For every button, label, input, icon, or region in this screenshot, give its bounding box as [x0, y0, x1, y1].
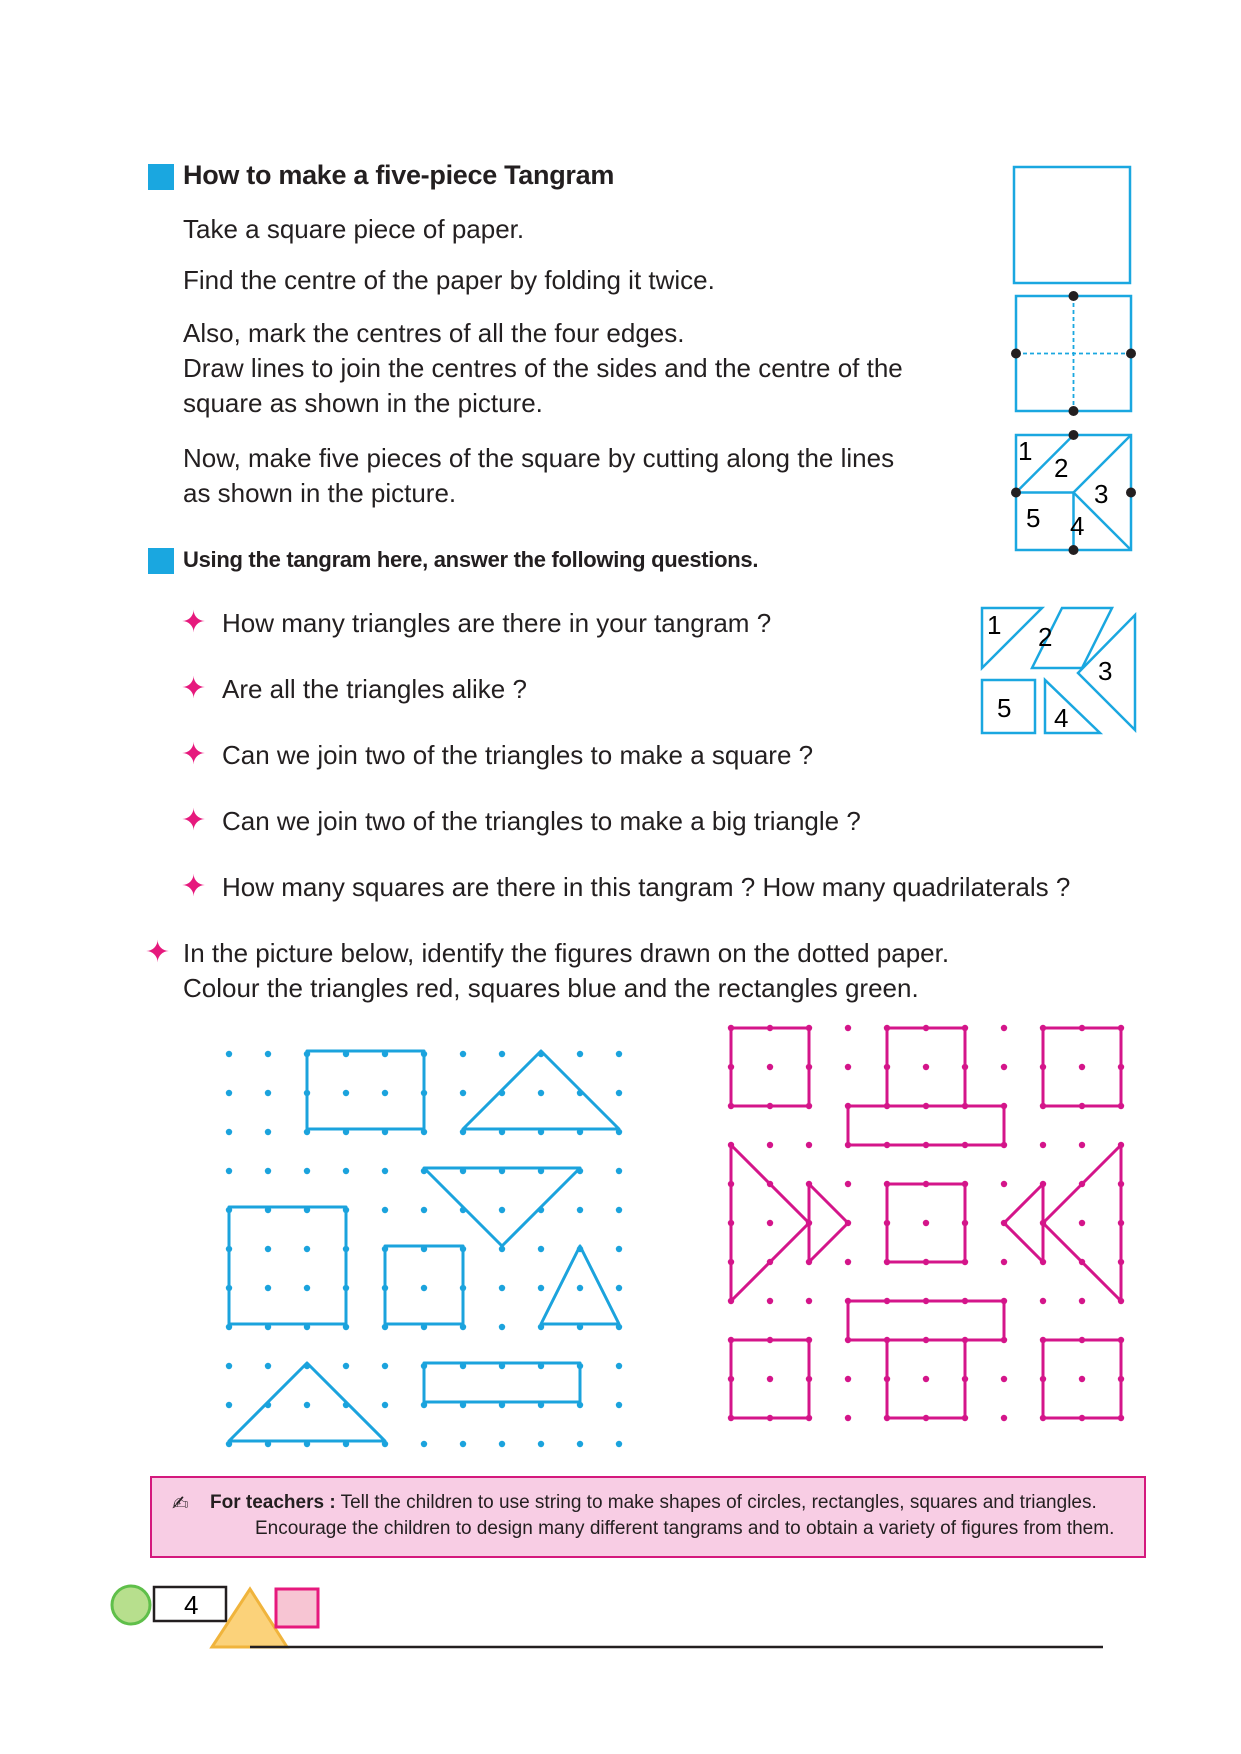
grid-dot — [577, 1051, 583, 1057]
grid-dot — [1079, 1142, 1085, 1148]
question-5: How many squares are there in this tangram ? How many quadrilaterals ? — [222, 872, 1071, 902]
grid-dot — [382, 1168, 388, 1174]
teacher-note-box — [150, 1476, 1146, 1558]
grid-dot — [845, 1376, 851, 1382]
pencil-hand-icon: ✍ — [172, 1493, 189, 1515]
grid-dot — [382, 1090, 388, 1096]
cut-tangram-square — [1011, 430, 1136, 555]
triangle-shape — [1004, 1184, 1043, 1262]
grid-dot — [265, 1363, 271, 1369]
blue-dotted-paper-figure — [200, 1025, 640, 1465]
grid-dot — [304, 1285, 310, 1291]
grid-dot — [616, 1246, 622, 1252]
grid-dot — [923, 1064, 929, 1070]
rectangle-shape — [307, 1051, 424, 1129]
rectangle-shape — [848, 1301, 1004, 1340]
section-heading-tangram: How to make a five-piece Tangram — [183, 160, 615, 190]
grid-dot — [538, 1441, 544, 1447]
grid-dot — [767, 1220, 773, 1226]
grid-dot — [499, 1285, 505, 1291]
grid-dot — [382, 1207, 388, 1213]
step-4a: Now, make five pieces of the square by cutting along the lines — [183, 443, 895, 473]
grid-dot — [577, 1207, 583, 1213]
grid-dot — [845, 1259, 851, 1265]
grid-dot — [343, 1090, 349, 1096]
grid-dot — [265, 1285, 271, 1291]
grid-dot — [1079, 1220, 1085, 1226]
grid-dot — [226, 1363, 232, 1369]
grid-dot — [460, 1441, 466, 1447]
tangram-number-2: 2 — [1054, 453, 1069, 483]
step-1: Take a square piece of paper. — [183, 214, 525, 244]
grid-dot — [616, 1363, 622, 1369]
grid-dot — [499, 1324, 505, 1330]
grid-dot — [265, 1129, 271, 1135]
piece-number-2: 2 — [1038, 622, 1053, 652]
tangram-pieces-diagram — [970, 600, 1145, 745]
grid-dot — [923, 1220, 929, 1226]
grid-dot — [265, 1246, 271, 1252]
tangram-number-5: 5 — [1026, 503, 1041, 533]
star-bullet-icon: ✦ — [181, 870, 207, 903]
folded-square — [1011, 291, 1136, 416]
grid-dot — [1001, 1181, 1007, 1187]
star-bullet-icon: ✦ — [181, 672, 207, 705]
page-number: 4 — [184, 1590, 199, 1620]
tangram-number-1: 1 — [1018, 436, 1033, 466]
step-4b: as shown in the picture. — [183, 478, 457, 508]
grid-dot — [806, 1298, 812, 1304]
footer-decoration — [105, 1575, 1105, 1655]
grid-dot — [499, 1207, 505, 1213]
triangle-shape — [809, 1184, 848, 1262]
grid-dot — [421, 1207, 427, 1213]
magenta-dotted-paper-figure — [720, 1017, 1140, 1437]
grid-dot — [499, 1051, 505, 1057]
step-3a: Also, mark the centres of all the four edges. — [183, 318, 685, 348]
grid-dot — [343, 1363, 349, 1369]
grid-dot — [1001, 1025, 1007, 1031]
grid-dot — [616, 1051, 622, 1057]
grid-dot — [226, 1402, 232, 1408]
square-shape — [229, 1207, 346, 1324]
piece-number-5: 5 — [997, 693, 1012, 723]
dotted-paper-instruction-2: Colour the triangles red, squares blue and the rectangles green. — [183, 973, 919, 1003]
question-3: Can we join two of the triangles to make a square ? — [222, 740, 814, 770]
grid-dot — [616, 1168, 622, 1174]
step-3b: Draw lines to join the centres of the sides and the centre of the — [183, 353, 903, 383]
grid-dot — [265, 1090, 271, 1096]
question-2: Are all the triangles alike ? — [222, 674, 527, 704]
heading-bullet-square — [148, 164, 174, 190]
grid-dot — [538, 1285, 544, 1291]
grid-dot — [1001, 1415, 1007, 1421]
teacher-note-line-2: Encourage the children to design many different tangrams and to obtain a variety of figures from them. — [255, 1518, 1115, 1539]
teacher-note-label: For teachers : — [210, 1492, 336, 1513]
grid-dot — [845, 1181, 851, 1187]
grid-dot — [499, 1441, 505, 1447]
grid-dot — [226, 1090, 232, 1096]
grid-dot — [1079, 1298, 1085, 1304]
tangram-number-4: 4 — [1070, 511, 1085, 541]
grid-dot — [304, 1168, 310, 1174]
grid-dot — [767, 1142, 773, 1148]
pink-square-icon — [276, 1589, 318, 1627]
grid-dot — [1079, 1064, 1085, 1070]
grid-dot — [767, 1376, 773, 1382]
star-bullet-icon: ✦ — [181, 738, 207, 771]
tangram-construction-diagram — [1000, 160, 1150, 560]
question-1: How many triangles are there in your tangram ? — [222, 608, 772, 638]
grid-dot — [845, 1415, 851, 1421]
teacher-note-text-1: Tell the children to use string to make shapes of circles, rectangles, squares and triangles. — [340, 1492, 1097, 1513]
grid-dot — [577, 1285, 583, 1291]
grid-dot — [304, 1246, 310, 1252]
grid-dot — [1040, 1298, 1046, 1304]
question-4: Can we join two of the triangles to make a big triangle ? — [222, 806, 861, 836]
section-heading-questions: Using the tangram here, answer the following questions. — [183, 547, 759, 572]
grid-dot — [304, 1402, 310, 1408]
grid-dot — [265, 1051, 271, 1057]
grid-dot — [421, 1285, 427, 1291]
piece-number-4: 4 — [1054, 703, 1069, 733]
grid-dot — [616, 1090, 622, 1096]
teacher-note-line-1 — [210, 1490, 1097, 1516]
grid-dot — [265, 1168, 271, 1174]
piece-number-3: 3 — [1098, 656, 1113, 686]
grid-dot — [1079, 1376, 1085, 1382]
tangram-number-3: 3 — [1094, 479, 1109, 509]
grid-dot — [616, 1402, 622, 1408]
grid-dot — [806, 1142, 812, 1148]
grid-dot — [1001, 1064, 1007, 1070]
grid-dot — [421, 1441, 427, 1447]
grid-dot — [616, 1285, 622, 1291]
grid-dot — [767, 1064, 773, 1070]
star-bullet-icon: ✦ — [181, 804, 207, 837]
green-circle-icon — [112, 1586, 150, 1624]
grid-dot — [577, 1441, 583, 1447]
grid-dot — [226, 1051, 232, 1057]
grid-dot — [923, 1376, 929, 1382]
square-paper — [1014, 167, 1130, 283]
step-2: Find the centre of the paper by folding it twice. — [183, 265, 715, 295]
grid-dot — [616, 1441, 622, 1447]
step-3c: square as shown in the picture. — [183, 388, 543, 418]
grid-dot — [343, 1168, 349, 1174]
rectangle-shape — [848, 1106, 1004, 1145]
grid-dot — [616, 1207, 622, 1213]
grid-dot — [1001, 1376, 1007, 1382]
grid-dot — [382, 1402, 388, 1408]
grid-dot — [382, 1363, 388, 1369]
grid-dot — [1001, 1259, 1007, 1265]
piece-number-1: 1 — [987, 610, 1002, 640]
grid-dot — [460, 1051, 466, 1057]
grid-dot — [226, 1168, 232, 1174]
subheading-bullet-square — [148, 548, 174, 574]
grid-dot — [538, 1090, 544, 1096]
grid-dot — [1040, 1142, 1046, 1148]
dotted-paper-instruction-1: In the picture below, identify the figures drawn on the dotted paper. — [183, 938, 950, 968]
grid-dot — [767, 1298, 773, 1304]
grid-dot — [226, 1129, 232, 1135]
star-bullet-icon: ✦ — [181, 606, 207, 639]
grid-dot — [845, 1025, 851, 1031]
grid-dot — [845, 1064, 851, 1070]
star-bullet-icon: ✦ — [145, 936, 171, 969]
grid-dot — [538, 1246, 544, 1252]
grid-dot — [460, 1090, 466, 1096]
